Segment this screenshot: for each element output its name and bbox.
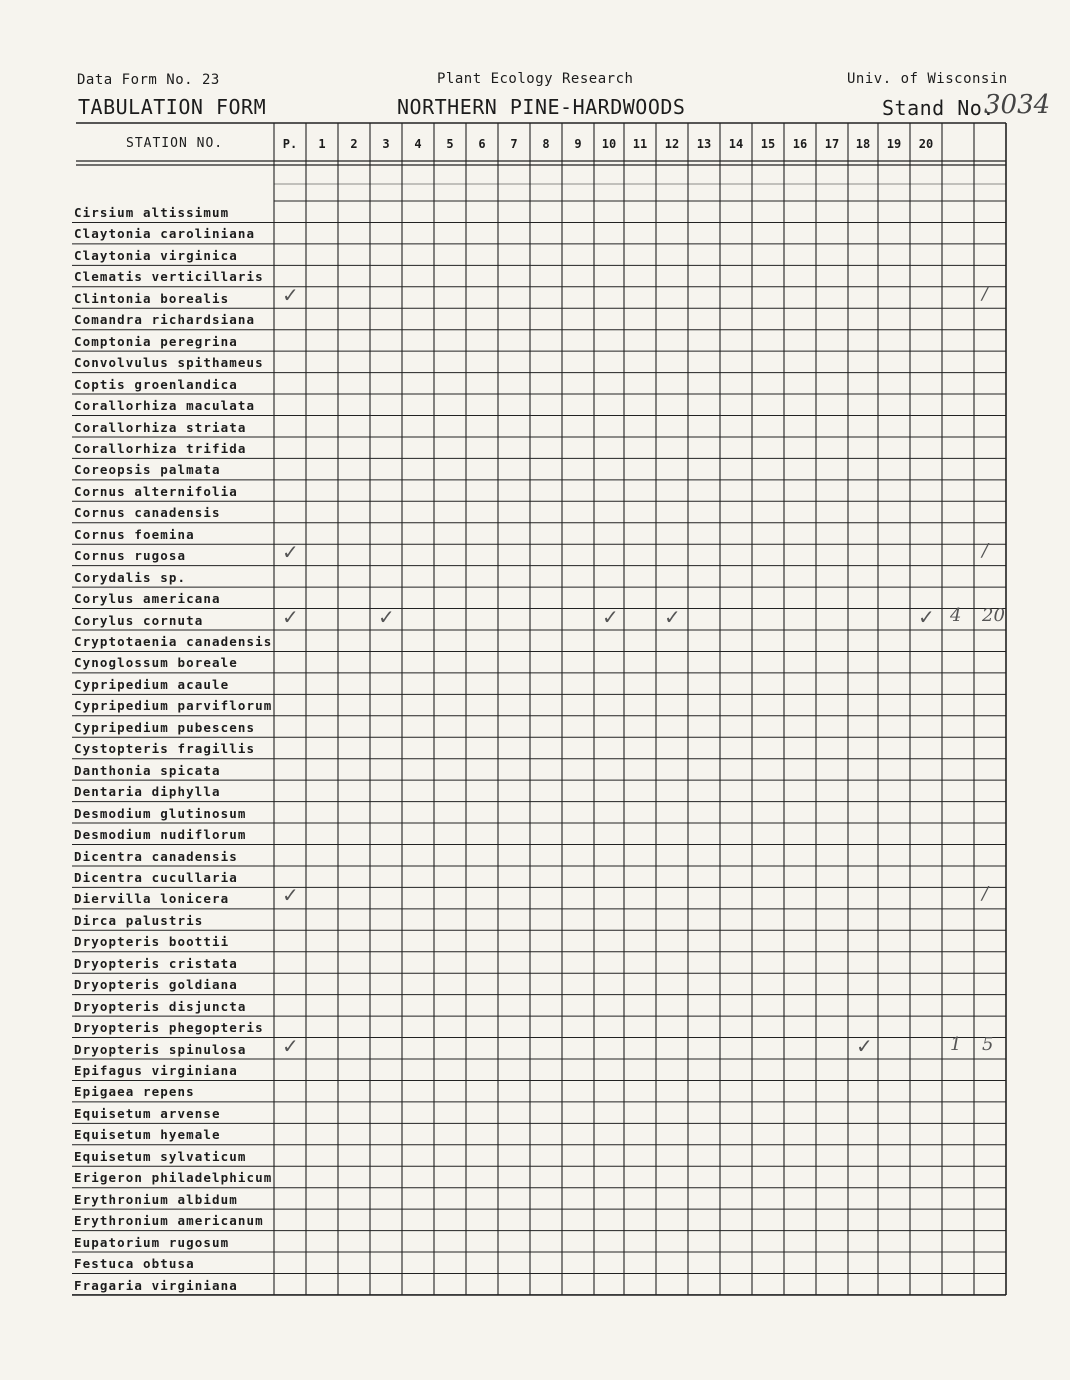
tally-value: / <box>982 282 989 304</box>
column-header: 1 <box>318 137 326 151</box>
species-name: Coptis groenlandica <box>74 376 238 392</box>
check-mark-icon: ✓ <box>856 1033 873 1058</box>
species-name: Claytonia virginica <box>74 247 238 263</box>
check-mark-icon: ✓ <box>918 604 935 629</box>
check-mark-icon: ✓ <box>282 540 299 565</box>
species-name: Corylus americana <box>74 591 221 607</box>
species-name: Equisetum arvense <box>74 1105 221 1121</box>
species-name: Claytonia caroliniana <box>74 226 256 242</box>
column-header: 11 <box>632 137 648 151</box>
species-name: Cirsium altissimum <box>74 205 230 220</box>
species-name: Erythronium albidum <box>74 1191 238 1207</box>
university-name: Univ. of Wisconsin <box>847 71 1008 87</box>
species-name: Cryptotaenia canadensis <box>74 634 273 649</box>
check-mark-icon: ✓ <box>602 604 619 629</box>
organization-name: Plant Ecology Research <box>437 71 634 87</box>
species-name: Cypripedium acaule <box>74 676 230 692</box>
species-name: Eupatorium rugosum <box>74 1234 230 1250</box>
check-mark-icon: ✓ <box>282 883 299 908</box>
tally-value: / <box>982 883 989 905</box>
species-name: Clintonia borealis <box>74 290 230 306</box>
column-header: 8 <box>542 137 550 151</box>
column-header: 5 <box>446 137 454 151</box>
species-name: Cornus foemina <box>74 526 195 542</box>
species-name: Corallorhiza maculata <box>74 398 256 414</box>
species-name: Danthonia spicata <box>74 762 221 778</box>
species-name: Epifagus virginiana <box>74 1063 238 1078</box>
column-header: 3 <box>382 137 390 151</box>
column-header: 13 <box>696 137 712 151</box>
species-name: Equisetum hyemale <box>74 1127 221 1143</box>
station-number-header: STATION NO. <box>126 136 224 151</box>
species-name: Comptonia peregrina <box>74 333 238 349</box>
species-name: Erigeron philadelphicum <box>74 1170 273 1186</box>
tally-value: 20 <box>982 604 1005 626</box>
column-header: 15 <box>760 137 776 151</box>
species-name: Cypripedium pubescens <box>74 719 256 735</box>
species-name: Cypripedium parviflorum <box>74 698 273 714</box>
species-name: Dryopteris phegopteris <box>74 1020 264 1036</box>
species-name: Equisetum sylvaticum <box>74 1148 247 1164</box>
species-name: Corylus cornuta <box>74 612 204 628</box>
check-mark-icon: ✓ <box>282 604 299 629</box>
column-header: 18 <box>855 137 871 151</box>
column-header: 14 <box>728 137 744 151</box>
tally-value: 1 <box>950 1033 962 1055</box>
species-name: Dryopteris spinulosa <box>74 1041 247 1057</box>
forest-type-title: NORTHERN PINE-HARDWOODS <box>397 95 686 119</box>
column-header: 12 <box>664 137 680 151</box>
species-name: Erythronium americanum <box>74 1213 264 1229</box>
species-name: Dryopteris boottii <box>74 934 230 950</box>
column-header: 19 <box>886 137 902 151</box>
species-name: Clematis verticillaris <box>74 269 264 285</box>
species-name: Corallorhiza trifida <box>74 440 247 456</box>
column-header: 20 <box>918 137 934 151</box>
column-header: 2 <box>350 137 358 151</box>
species-name: Comandra richardsiana <box>74 312 256 328</box>
species-name: Cystopteris fragillis <box>74 741 256 757</box>
species-name: Dryopteris goldiana <box>74 977 238 993</box>
species-name: Convolvulus spithameus <box>74 355 264 371</box>
species-name: Diervilla lonicera <box>74 891 230 907</box>
species-name: Cornus canadensis <box>74 505 221 521</box>
species-name: Coreopsis palmata <box>74 462 221 478</box>
tally-value: 4 <box>950 604 962 626</box>
species-name: Cynoglossum boreale <box>74 655 238 671</box>
species-name: Dicentra canadensis <box>74 848 238 864</box>
check-mark-icon: ✓ <box>282 1033 299 1058</box>
check-mark-icon: ✓ <box>378 604 395 629</box>
column-header: 6 <box>478 137 486 151</box>
column-header: 7 <box>510 137 518 151</box>
column-header: 4 <box>414 137 422 151</box>
species-name: Corydalis sp. <box>74 569 187 585</box>
species-name: Corallorhiza striata <box>74 419 247 435</box>
column-header: 10 <box>601 137 617 151</box>
species-name: Dentaria diphylla <box>74 784 221 800</box>
stand-number-value: 3034 <box>984 90 1051 120</box>
column-header: 17 <box>824 137 840 151</box>
species-name: Desmodium glutinosum <box>74 805 247 821</box>
species-name: Desmodium nudiflorum <box>74 827 247 843</box>
species-name: Cornus alternifolia <box>74 483 238 499</box>
species-name: Dryopteris cristata <box>74 955 238 971</box>
species-name: Cornus rugosa <box>74 548 187 564</box>
check-mark-icon: ✓ <box>664 604 681 629</box>
species-name: Fragaria virginiana <box>74 1277 238 1293</box>
form-title: TABULATION FORM <box>78 95 267 119</box>
tally-value: / <box>982 540 989 562</box>
check-mark-icon: ✓ <box>282 282 299 307</box>
form-number: Data Form No. 23 <box>77 72 220 88</box>
column-header: 16 <box>792 137 808 151</box>
column-header: 9 <box>574 137 582 151</box>
species-name: Dirca palustris <box>74 912 204 928</box>
tally-value: 5 <box>982 1033 994 1055</box>
species-name: Dryopteris disjuncta <box>74 998 247 1014</box>
stand-number-label: Stand No. <box>882 96 995 120</box>
species-name: Epigaea repens <box>74 1084 195 1100</box>
column-header: P. <box>282 137 298 151</box>
species-name: Festuca obtusa <box>74 1256 195 1272</box>
species-name: Dicentra cucullaria <box>74 869 238 885</box>
